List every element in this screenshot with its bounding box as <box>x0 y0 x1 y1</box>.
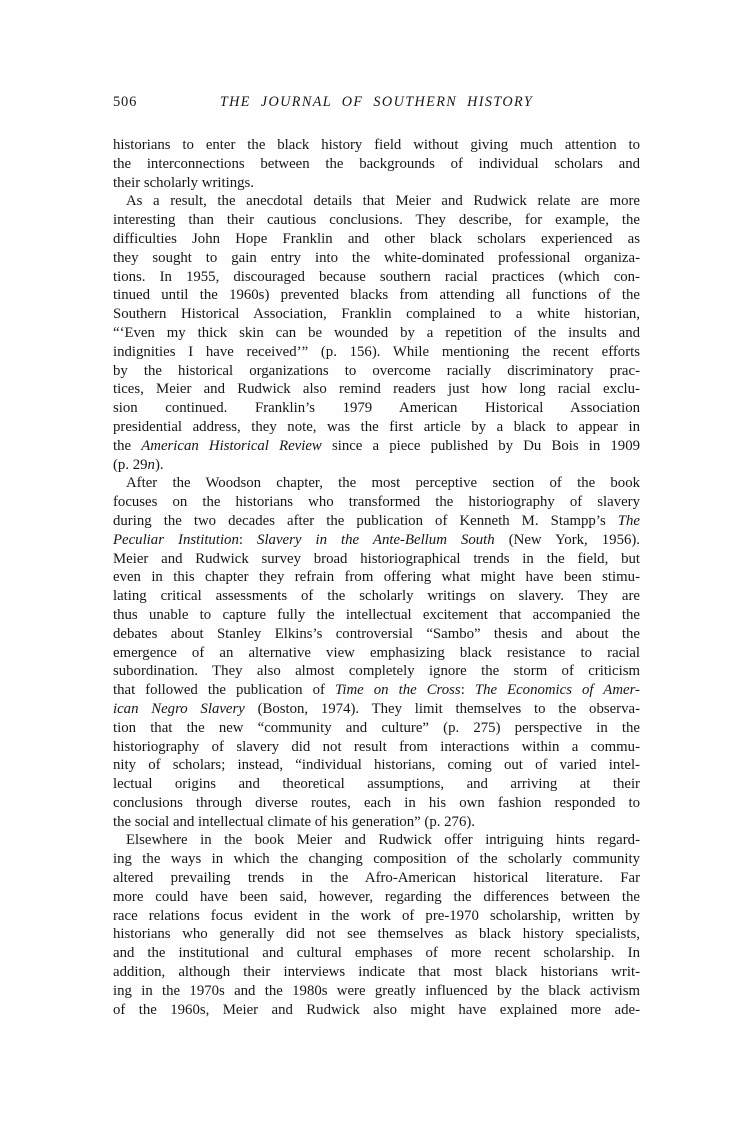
text-run: : <box>238 531 258 548</box>
text-line <box>113 587 640 606</box>
text-line <box>113 155 640 174</box>
text-run: sion continued. Franklin’s 1979 American Historical Association <box>113 400 640 417</box>
text-run: interesting than their cautious conclusions. They describe, for example, the <box>113 212 640 229</box>
text-run: emergence of an alternative view emphasizing black resistance to racial <box>113 644 640 661</box>
text-line <box>113 925 640 944</box>
text-run: After the Woodson chapter, the most perceptive section of the book <box>126 475 640 492</box>
text-run: Meier and Rudwick survey broad historiographical trends in the field, but <box>113 550 640 567</box>
italic-text-run: n <box>147 456 155 473</box>
text-run: by the historical organizations to overcome racially discriminatory prac- <box>113 362 640 379</box>
italic-text-run: American Historical Review <box>141 437 322 454</box>
text-line <box>113 305 640 324</box>
text-run: Elsewhere in the book Meier and Rudwick offer intriguing hints regard- <box>126 832 640 849</box>
text-line <box>113 775 640 794</box>
text-run: (New York, 1956). <box>494 531 640 548</box>
text-run: the social and intellectual climate of his generation” (p. 276). <box>113 813 475 830</box>
text-line <box>113 211 640 230</box>
text-line <box>113 850 640 869</box>
text-run: conclusions through diverse routes, each in his own fashion responded to <box>113 794 640 811</box>
text-line <box>113 324 640 343</box>
text-line <box>113 174 640 193</box>
text-run: that followed the publication of <box>113 682 335 699</box>
italic-text-run: The Economics of Amer- <box>474 682 640 699</box>
text-run: during the two decades after the publication of Kenneth M. Stampp’s <box>113 512 618 529</box>
text-run: tices, Meier and Rudwick also remind readers just how long racial exclu- <box>113 381 640 398</box>
text-run: indignities I have received’” (p. 156). While mentioning the recent efforts <box>113 343 640 360</box>
text-run: ing in the 1970s and the 1980s were greatly influenced by the black activism <box>113 982 640 999</box>
text-run: presidential address, they note, was the first article by a black to appear in <box>113 418 640 435</box>
text-line <box>113 888 640 907</box>
text-run: difficulties John Hope Franklin and other black scholars experienced as <box>113 230 640 247</box>
text-run: and the institutional and cultural emphases of more recent scholarship. In <box>113 945 640 962</box>
text-run: (p. 29 <box>113 456 148 473</box>
text-line <box>113 249 640 268</box>
text-line <box>113 568 640 587</box>
text-line <box>113 738 640 757</box>
page-body <box>113 136 640 1019</box>
text-run: even in this chapter they refrain from offering what might have been stimu- <box>113 569 640 586</box>
text-line <box>113 399 640 418</box>
text-line <box>113 474 640 493</box>
text-run: tinued until the 1960s) prevented blacks from attending all functions of the <box>113 287 640 304</box>
text-line <box>113 456 640 475</box>
text-run: altered prevailing trends in the Afro-American historical literature. Far <box>113 870 640 887</box>
text-run: : <box>460 682 475 699</box>
text-line <box>113 286 640 305</box>
text-line <box>113 606 640 625</box>
text-line <box>113 418 640 437</box>
text-line <box>113 230 640 249</box>
text-line <box>113 512 640 531</box>
text-line <box>113 1001 640 1020</box>
text-run: of the 1960s, Meier and Rudwick also might have explained more ade- <box>113 1001 640 1018</box>
text-run: their scholarly writings. <box>113 174 254 191</box>
text-line <box>113 756 640 775</box>
text-run: race relations focus evident in the work of pre-1970 scholarship, written by <box>113 907 640 924</box>
text-run: As a result, the anecdotal details that Meier and Rudwick relate are more <box>126 193 640 210</box>
text-line <box>113 625 640 644</box>
text-line <box>113 343 640 362</box>
text-run: nity of scholars; instead, “individual historians, coming out of varied intel- <box>113 757 640 774</box>
text-run: more could have been said, however, regarding the differences between the <box>113 888 640 905</box>
text-line <box>113 907 640 926</box>
text-run: tion that the new “community and culture” (p. 275) perspective in the <box>113 719 640 736</box>
italic-text-run: Time on the Cross <box>334 682 461 699</box>
page-header <box>113 94 640 112</box>
text-line <box>113 531 640 550</box>
text-run: “‘Even my thick skin can be wounded by a repetition of the insults and <box>113 324 640 341</box>
text-line <box>113 192 640 211</box>
text-run: historiography of slavery did not result from interactions within a commu- <box>113 738 640 755</box>
text-line <box>113 550 640 569</box>
text-run: (Boston, 1974). They limit themselves to the observa- <box>244 700 640 717</box>
text-line <box>113 136 640 155</box>
text-line <box>113 644 640 663</box>
page-number: 506 <box>113 94 138 110</box>
text-line <box>113 681 640 700</box>
text-line <box>113 662 640 681</box>
running-title: THE JOURNAL OF SOUTHERN HISTORY <box>219 94 534 110</box>
text-run: ). <box>154 456 164 473</box>
text-run: tions. In 1955, discouraged because southern racial practices (which con- <box>113 268 640 285</box>
text-line <box>113 380 640 399</box>
text-line <box>113 869 640 888</box>
text-run: since a piece published by Du Bois in 1909 <box>321 437 640 454</box>
text-line <box>113 493 640 512</box>
text-line <box>113 268 640 287</box>
text-run: debates about Stanley Elkins’s controversial “Sambo” thesis and about the <box>113 625 640 642</box>
text-run: lectual origins and theoretical assumptions, and arriving at their <box>113 776 640 793</box>
text-run: historians to enter the black history field without giving much attention to <box>113 137 640 153</box>
text-run: the <box>113 437 142 454</box>
text-line <box>113 831 640 850</box>
text-line <box>113 700 640 719</box>
italic-text-run: ican Negro Slavery <box>113 700 245 717</box>
text-line <box>113 437 640 456</box>
text-run: historians who generally did not see themselves as black history specialists, <box>113 926 640 943</box>
text-line <box>113 794 640 813</box>
text-run: thus unable to capture fully the intellectual excitement that accompanied the <box>113 606 640 623</box>
italic-text-run: Peculiar Institution <box>113 531 239 548</box>
text-line <box>113 944 640 963</box>
text-run: addition, although their interviews indicate that most black historians writ- <box>113 964 640 981</box>
text-line <box>113 719 640 738</box>
text-run: Southern Historical Association, Franklin complained to a white historian, <box>113 306 640 323</box>
text-line <box>113 963 640 982</box>
text-run: lating critical assessments of the scholarly writings on slavery. They are <box>113 588 640 605</box>
text-run: they sought to gain entry into the white-dominated professional organiza- <box>113 249 640 266</box>
text-line <box>113 813 640 832</box>
text-run: focuses on the historians who transformed the historiography of slavery <box>113 494 640 511</box>
text-line <box>113 982 640 1001</box>
italic-text-run: The <box>617 512 640 529</box>
text-line <box>113 362 640 381</box>
italic-text-run: Slavery in the Ante-Bellum South <box>257 531 495 548</box>
text-run: ing the ways in which the changing composition of the scholarly community <box>113 851 640 868</box>
text-run: subordination. They also almost completely ignore the storm of criticism <box>113 663 640 680</box>
text-run: the interconnections between the backgrounds of individual scholars and <box>113 155 640 172</box>
